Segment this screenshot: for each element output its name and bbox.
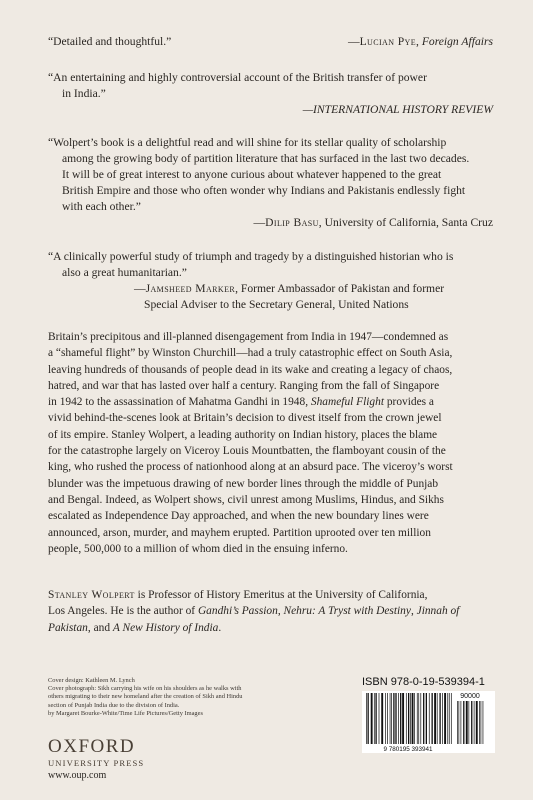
description-line-4: hatred, and war that has lasted over half a century. Ranging from the fall of Singapore	[48, 379, 440, 392]
review-3-line-3: It will be of great interest to anyone curious about whatever happened to the great	[62, 168, 442, 181]
review-3-dash: —	[253, 216, 266, 229]
barcode-addon-bars	[457, 701, 483, 744]
review-1-quote: “Detailed and thoughtful.”	[48, 35, 172, 48]
description-line-2: a “shameful flight” by Winston Churchill—had a truly catastrophic effect on South Asia,	[48, 347, 453, 360]
barcode-bar	[444, 693, 446, 744]
review-4-dash: —	[134, 282, 146, 295]
review-1-author: Lucian Pye	[359, 35, 417, 48]
barcode-bar	[398, 693, 399, 744]
author-bio-line-1	[48, 587, 493, 603]
barcode-bar	[418, 693, 419, 744]
review-4-line-2: also a great humanitarian.”	[62, 266, 187, 279]
author-bio	[48, 587, 493, 636]
barcode-bar	[368, 693, 369, 744]
barcode-bar	[408, 693, 409, 744]
barcode-bar	[463, 701, 464, 744]
publisher-press: UNIVERSITY PRESS	[48, 758, 145, 768]
barcode-bar	[402, 693, 404, 744]
barcode-bar	[461, 701, 462, 744]
barcode-main-bars	[366, 693, 452, 744]
barcode-bar	[483, 701, 484, 744]
author-name: Stanley Wolpert	[48, 589, 135, 601]
credits-line-5: by Margaret Bourke-White/Time Life Pictures/Getty Images	[48, 709, 203, 717]
review-3-attribution	[48, 215, 493, 231]
description-line-13: announced, arson, murder, and mayhem erupted. Partition uprooted over ten million	[48, 526, 431, 539]
publisher-logo: OXFORD	[48, 736, 136, 757]
barcode-bar	[451, 693, 452, 744]
review-3-line-1: “Wolpert’s book is a delightful read and will shine for its stellar quality of scholarship	[48, 136, 447, 149]
barcode-bar	[366, 693, 367, 744]
barcode-bar	[471, 701, 472, 744]
review-1-dash: —	[347, 35, 360, 48]
barcode-bar	[466, 701, 468, 744]
description-line-11: and Bengal. Indeed, as Wolpert shows, civil unrest among Muslims, Hindus, and Sikhs	[48, 493, 444, 506]
barcode-bar	[437, 693, 438, 744]
review-4-affiliation-1: , Former Ambassador of Pakistan and former	[235, 282, 445, 295]
description-line-3: leaving hundreds of thousands of people dead in its wake and creating a legacy of chaos,	[48, 363, 453, 376]
barcode-bar	[385, 693, 386, 744]
barcode-bar	[474, 701, 475, 744]
review-1	[48, 34, 493, 50]
description-line-5-a: in 1942 to the assassination of Mahatma Gandhi in 1948,	[48, 396, 311, 409]
barcode-bar	[434, 693, 436, 744]
review-3-line-5: with each other.”	[62, 200, 141, 213]
barcode-bar	[393, 693, 394, 744]
barcode-bar	[459, 701, 460, 744]
barcode-bar	[429, 693, 430, 744]
barcode-bar	[432, 693, 433, 744]
isbn-label: ISBN 978-0-19-539394-1	[362, 676, 485, 688]
review-3-affiliation: , University of California, Santa Cruz	[318, 216, 493, 229]
barcode-bar	[390, 693, 391, 744]
author-bio-comma-1: ,	[277, 605, 284, 618]
author-book-4: A New History of India	[112, 621, 219, 634]
barcode-graphic	[362, 691, 495, 753]
barcode-addon-digits: 90000	[460, 693, 480, 700]
book-description	[48, 329, 493, 557]
barcode-bar	[447, 693, 448, 744]
author-book-2: Nehru: A Tryst with Destiny	[283, 605, 411, 618]
description-line-14: people, 500,000 to a million of whom died in the ensuing inferno.	[48, 542, 348, 555]
barcode-bar	[423, 693, 424, 744]
credits-line-3: others migrating to their new homeland after the creation of Sikh and Hindu	[48, 693, 243, 701]
description-line-5	[48, 394, 493, 410]
author-bio-line-3	[48, 620, 493, 636]
author-book-1: Gandhi’s Passion	[197, 605, 278, 618]
publisher-url[interactable]: www.oup.com	[48, 770, 107, 781]
review-1-source: Foreign Affairs	[421, 35, 493, 48]
author-bio-and: , and	[87, 621, 113, 634]
author-bio-line-2	[48, 603, 493, 619]
barcode-bar	[469, 701, 470, 744]
review-1-attribution	[348, 34, 493, 50]
author-book-3b: Pakistan	[48, 621, 88, 634]
review-4	[48, 249, 493, 313]
credits-line-1: Cover design: Kathleen M. Lynch	[48, 677, 135, 684]
review-3-line-2: among the growing body of partition literature that has surfaced in the last two decades.	[62, 152, 470, 165]
barcode-bar	[476, 701, 478, 744]
review-2-attribution: —INTERNATIONAL HISTORY REVIEW	[302, 103, 493, 116]
barcode-bar	[412, 693, 414, 744]
review-4-author: Jamsheed Marker	[145, 282, 236, 295]
author-bio-line-2-a: Los Angeles. He is the author of	[48, 605, 198, 618]
description-line-1: Britain’s precipitous and ill-planned disengagement from India in 1947—condemned as	[48, 331, 449, 343]
barcode-bar	[414, 693, 415, 744]
barcode-bar	[426, 693, 427, 744]
barcode-bar	[420, 693, 421, 744]
barcode-bar	[479, 701, 480, 744]
barcode-bar	[406, 693, 407, 744]
barcode-ean-digits: 9 780195 393941	[383, 746, 433, 753]
author-bio-comma-2: ,	[410, 605, 417, 618]
cover-credits	[48, 677, 338, 718]
barcode-bar	[379, 693, 380, 744]
barcode	[362, 691, 495, 753]
review-4-affiliation-2: Special Adviser to the Secretary General, United Nations	[144, 298, 409, 311]
review-1-sep: ,	[416, 35, 422, 48]
barcode-bar	[410, 693, 411, 744]
review-2-line-1: “An entertaining and highly controversial account of the British transfer of power	[48, 71, 427, 84]
barcode-bar	[439, 693, 440, 744]
barcode-bar	[371, 693, 373, 744]
barcode-bar	[442, 693, 443, 744]
credits-line-4: section of Punjab India due to the division of India.	[48, 701, 180, 709]
barcode-bar	[449, 693, 450, 744]
author-bio-period: .	[218, 621, 222, 634]
barcode-bar	[400, 693, 401, 744]
barcode-bar	[481, 701, 482, 744]
barcode-bar	[387, 693, 388, 744]
description-line-9: king, who rushed the process of nationhood along at an absurd pace. The viceroy’s worst	[48, 461, 453, 474]
review-2	[48, 70, 493, 118]
barcode-bar	[417, 693, 418, 744]
barcode-bar	[374, 693, 375, 744]
review-2-line-2: in India.”	[62, 87, 106, 100]
review-3	[48, 135, 493, 231]
review-4-attribution	[48, 281, 493, 297]
barcode-bar	[457, 701, 458, 744]
review-3-author: Dilip Basu	[265, 216, 319, 229]
author-bio-line-1-rest: is Professor of History Emeritus at the University of California,	[134, 589, 428, 601]
barcode-bar	[391, 693, 392, 744]
book-title-inline: Shameful Flight	[310, 396, 384, 409]
review-4-line-1: “A clinically powerful study of triumph and tragedy by a distinguished historian who is	[48, 250, 454, 263]
barcode-bar	[381, 693, 383, 744]
barcode-bar	[375, 693, 376, 744]
author-book-3a: Jinnah of	[416, 605, 460, 618]
description-line-8: for the catastrophe largely on Viceroy Louis Mountbatten, the flamboyant cousin of the	[48, 445, 446, 458]
review-3-line-4: British Empire and those who often wonder why Indians and Pakistanis endlessly fight	[62, 184, 466, 197]
description-line-12: escalated as Independence Day approached, and when the new boundary lines were	[48, 510, 429, 523]
barcode-bar	[395, 693, 396, 744]
description-line-5-b: provides a	[384, 396, 434, 409]
description-line-6: vivid behind-the-scenes look at Britain’s decision to divest itself from the crown jewel	[48, 412, 442, 425]
description-line-7: of its empire. Stanley Wolpert, a leading authority on Indian history, places the blame	[48, 428, 438, 441]
description-line-10: blunder was the impetuous drawing of new border lines through the middle of Punjab	[48, 477, 439, 490]
credits-line-2: Cover photograph: Sikh carrying his wife on his shoulders as he walks with	[48, 685, 242, 693]
